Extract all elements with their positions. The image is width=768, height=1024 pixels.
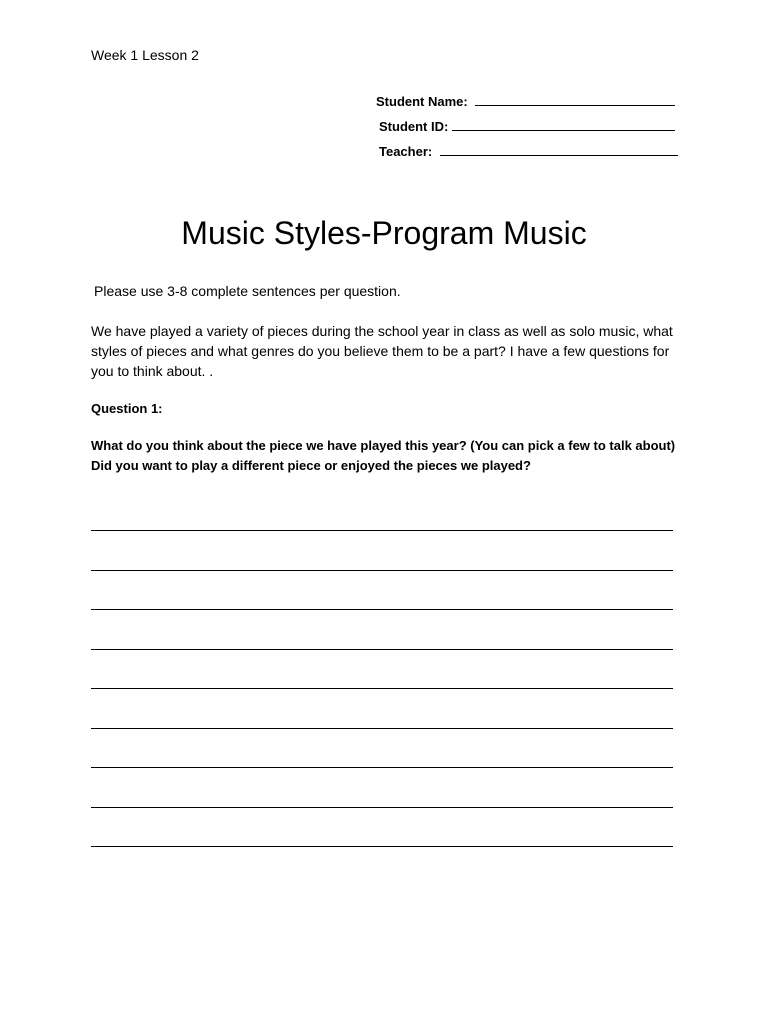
lesson-label: Week 1 Lesson 2 (91, 47, 199, 63)
answer-line[interactable] (91, 570, 673, 571)
student-id-label: Student ID: (379, 119, 449, 134)
answer-line[interactable] (91, 530, 673, 531)
student-name-label: Student Name: (376, 94, 468, 109)
student-id-field[interactable] (452, 118, 675, 131)
student-info-block (374, 93, 684, 168)
answer-line[interactable] (91, 807, 673, 808)
answer-line[interactable] (91, 649, 673, 650)
answer-line[interactable] (91, 728, 673, 729)
page-title: Music Styles-Program Music (181, 215, 587, 251)
student-name-row (374, 93, 684, 118)
instructions-text: Please use 3-8 complete sentences per question. (94, 283, 401, 299)
intro-paragraph: We have played a variety of pieces during the school year in class as well as solo music, what styles of pieces and what genres do you believe them to be a part? I have a few questions for you to think about. . (91, 323, 673, 379)
answer-line[interactable] (91, 688, 673, 689)
teacher-label: Teacher: (379, 144, 433, 159)
answer-lines (91, 530, 673, 886)
answer-line[interactable] (91, 846, 673, 847)
answer-line[interactable] (91, 767, 673, 768)
question-1-heading: Question 1: (91, 401, 163, 416)
question-1-text: What do you think about the piece we have played this year? (You can pick a few to talk about) Did you want to play a different piece or enjoyed the pieces we played? (91, 438, 676, 473)
teacher-field[interactable] (440, 143, 678, 156)
teacher-row (374, 143, 684, 168)
answer-line[interactable] (91, 609, 673, 610)
student-name-field[interactable] (475, 93, 675, 106)
student-id-row (374, 118, 684, 143)
